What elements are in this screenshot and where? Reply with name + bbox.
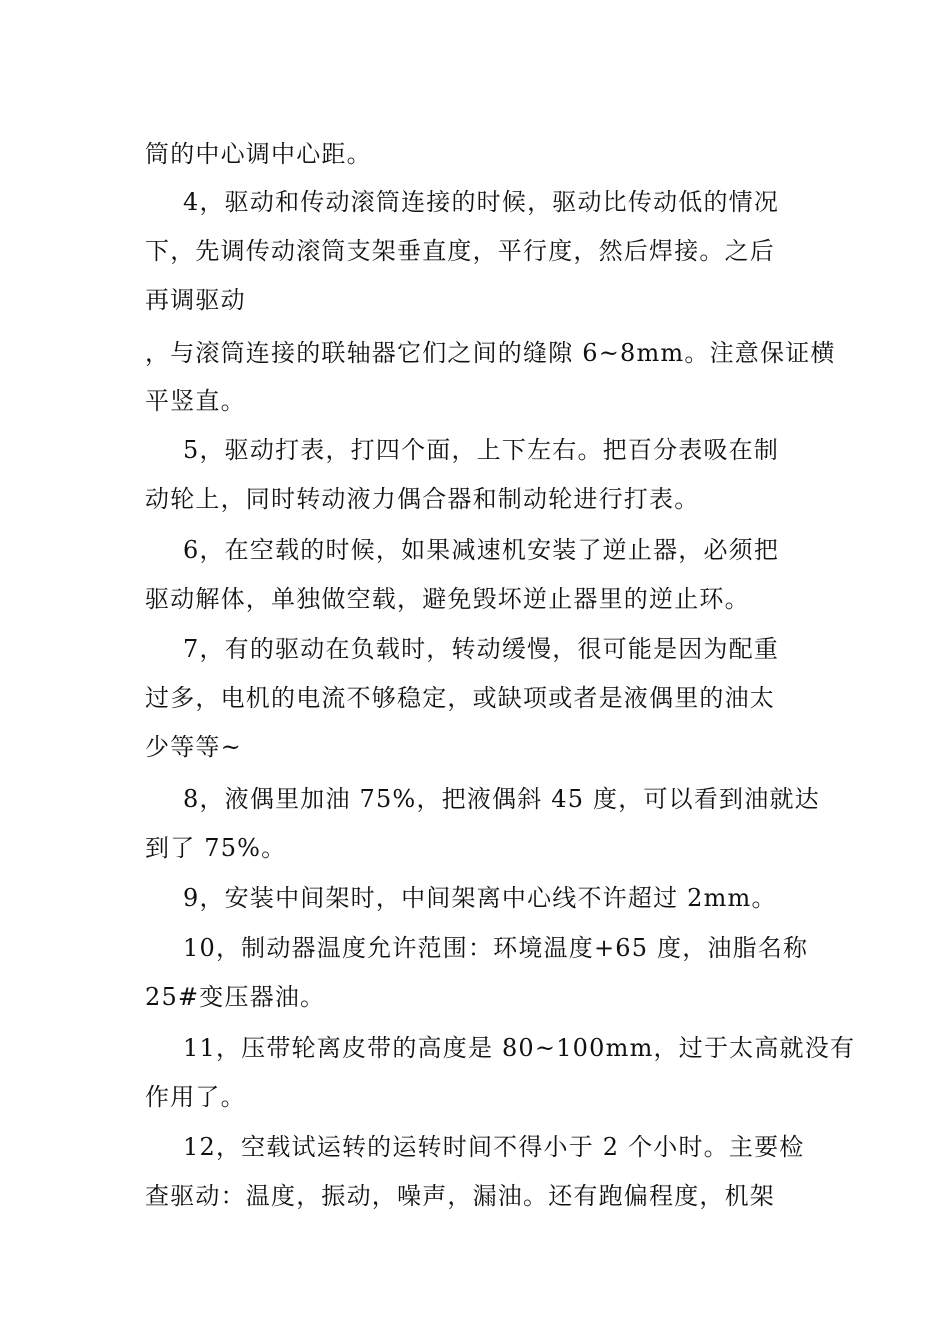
text-line: 少等等~ [145,733,242,761]
text-line: 4，驱动和传动滚筒连接的时候，驱动比传动低的情况 [183,188,780,216]
text-line: 11，压带轮离皮带的高度是 80~100mm，过于太高就没有 [183,1034,856,1062]
text-line: 作用了。 [145,1083,246,1111]
text-line: ，与滚筒连接的联轴器它们之间的缝隙 6~8mm。注意保证横 [145,339,836,367]
text-line: 9，安装中间架时，中间架离中心线不许超过 2mm。 [183,884,777,912]
text-line: 再调驱动 [145,286,246,314]
text-line: 5，驱动打表，打四个面，上下左右。把百分表吸在制 [183,436,780,464]
text-line: 驱动解体，单独做空载，避免毁坏逆止器里的逆止环。 [145,585,750,613]
text-line: 过多，电机的电流不够稳定，或缺项或者是液偶里的油太 [145,684,775,712]
text-line: 10，制动器温度允许范围：环境温度+65 度，油脂名称 [183,934,809,962]
text-line: 8，液偶里加油 75%，把液偶斜 45 度，可以看到油就达 [183,785,820,813]
text-line: 6，在空载的时候，如果减速机安装了逆止器，必须把 [183,536,780,564]
text-line: 25#变压器油。 [145,983,326,1011]
text-line: 筒的中心调中心距。 [145,140,372,168]
text-line: 下，先调传动滚筒支架垂直度，平行度，然后焊接。之后 [145,237,775,265]
text-line: 平竖直。 [145,387,246,415]
text-line: 动轮上，同时转动液力偶合器和制动轮进行打表。 [145,485,700,513]
text-line: 12，空载试运转的运转时间不得小于 2 个小时。主要检 [183,1133,805,1161]
text-line: 查驱动：温度，振动，噪声，漏油。还有跑偏程度，机架 [145,1182,775,1210]
text-line: 7，有的驱动在负载时，转动缓慢，很可能是因为配重 [183,635,780,663]
text-line: 到了 75%。 [145,834,287,862]
